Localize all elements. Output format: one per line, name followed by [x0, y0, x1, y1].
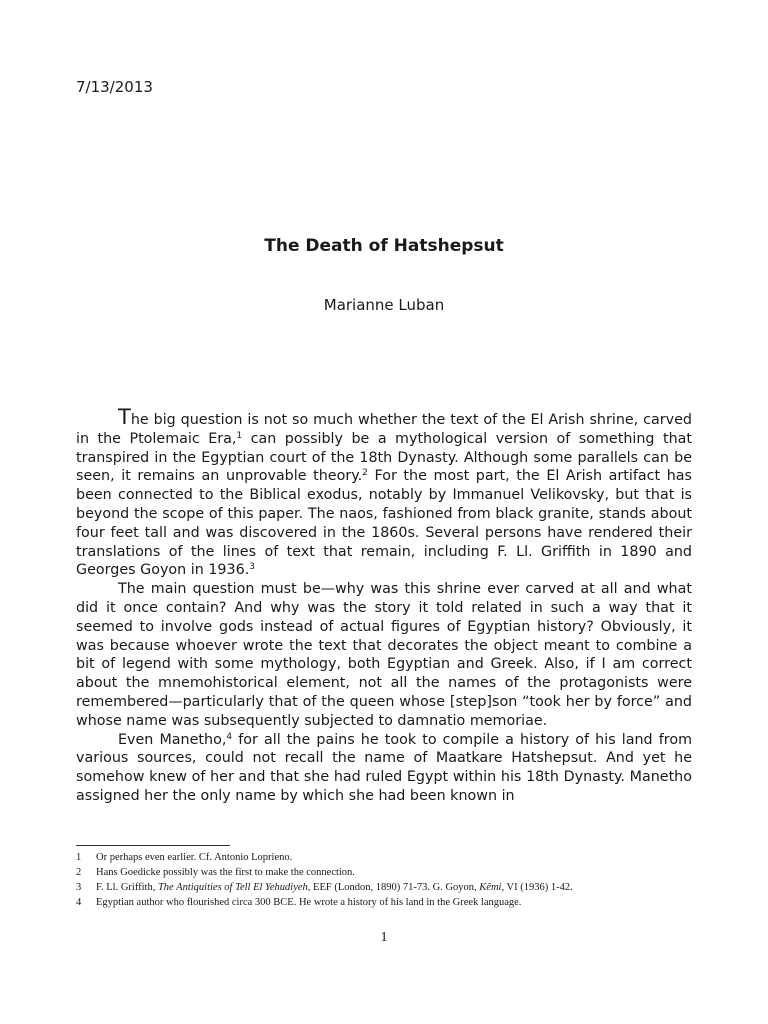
- footnote-text-part: , EEF (London, 1890) 71-73. G. Goyon,: [307, 882, 480, 893]
- footnote-1: [76, 850, 696, 865]
- author-name: Marianne Luban: [323, 296, 445, 314]
- footnote-number: 1: [76, 852, 82, 863]
- footnote-journal-title: Kêmi,: [479, 882, 505, 893]
- paragraph-1-part-3: For the most part, the El Arish artifact has been connected to the Biblical exodus, notably by Immanuel Velikovsky, but that is beyond the scope of this paper. The naos, fashioned from black granite, stands about four feet tall and was discovered in the 1860s. Several persons have rendered their translations of the lines of text that remain, including F. Ll. Griffith in 1890 and Georges Goyon in 1936.: [76, 468, 692, 579]
- footnote-number: 3: [76, 882, 82, 893]
- paragraph-1-part-1: he big question is not so much whether the text of the El Arish shrine, carved in the Ptolemaic Era,: [76, 412, 692, 447]
- document-title: The Death of Hatshepsut: [264, 236, 504, 256]
- footnote-4: [76, 895, 696, 910]
- footnote-ref-1[interactable]: 1: [236, 430, 243, 441]
- paragraph-1-part-2: can possibly be a mythological version of something that transpired in the Egyptian court of the 18th Dynasty. Although some parallels can be seen, it remains an unprovable theory.: [76, 430, 692, 485]
- footnote-number: 2: [76, 867, 82, 878]
- footnote-text-part: F. Ll. Griffith,: [96, 882, 158, 893]
- body-text: [76, 405, 692, 806]
- footnote-ref-3[interactable]: 3: [249, 562, 255, 573]
- drop-cap: T: [118, 405, 131, 429]
- footnote-number: 4: [76, 897, 82, 908]
- footnote-ref-4[interactable]: 4: [226, 731, 233, 742]
- footnotes: [76, 850, 696, 910]
- footnote-text: [96, 880, 573, 895]
- page-number: 1: [380, 930, 388, 945]
- paragraph-3-part-1: Even Manetho,: [118, 731, 227, 748]
- footnote-text: Egyptian author who flourished circa 300 BCE. He wrote a history of his land in the Greek language.: [96, 897, 522, 908]
- footnote-book-title: The Antiquities of Tell El Yehudiyeh: [157, 882, 308, 893]
- paragraph-1: [76, 405, 692, 580]
- document-date: 7/13/2013: [76, 78, 153, 96]
- footnote-3: [76, 880, 696, 895]
- footnote-text-part: VI (1936) 1-42.: [504, 882, 573, 893]
- footnote-text: Or perhaps even earlier. Cf. Antonio Loprieno.: [96, 852, 293, 863]
- footnote-separator: [76, 845, 230, 846]
- footnote-ref-2[interactable]: 2: [362, 468, 368, 479]
- paragraph-3-part-2: for all the pains he took to compile a history of his land from various sources, could not recall the name of Maatkare Hatshepsut. And yet he somehow knew of her and that she had ruled Egypt within his 18th Dynasty. Manetho assigned her the only name by which she had been known in: [76, 731, 692, 804]
- paragraph-3: [76, 731, 692, 806]
- footnote-2: [76, 865, 696, 880]
- paragraph-2: The main question must be—why was this shrine ever carved at all and what did it once contain? And why was the story it told related in such a way that it seemed to involve gods instead of actual figures of Egyptian history? Obviously, it was because whoever wrote the text that decorates the object meant to combine a bit of legend with some mythology, both Egyptian and Greek. Also, if I am correct about the mnemohistorical element, not all the names of the protagonists were remembered—particularly that of the queen whose [step]son “took her by force” and whose name was subsequently subjected to damnatio memoriae.: [76, 581, 692, 729]
- footnote-text: Hans Goedicke possibly was the first to make the connection.: [96, 867, 355, 878]
